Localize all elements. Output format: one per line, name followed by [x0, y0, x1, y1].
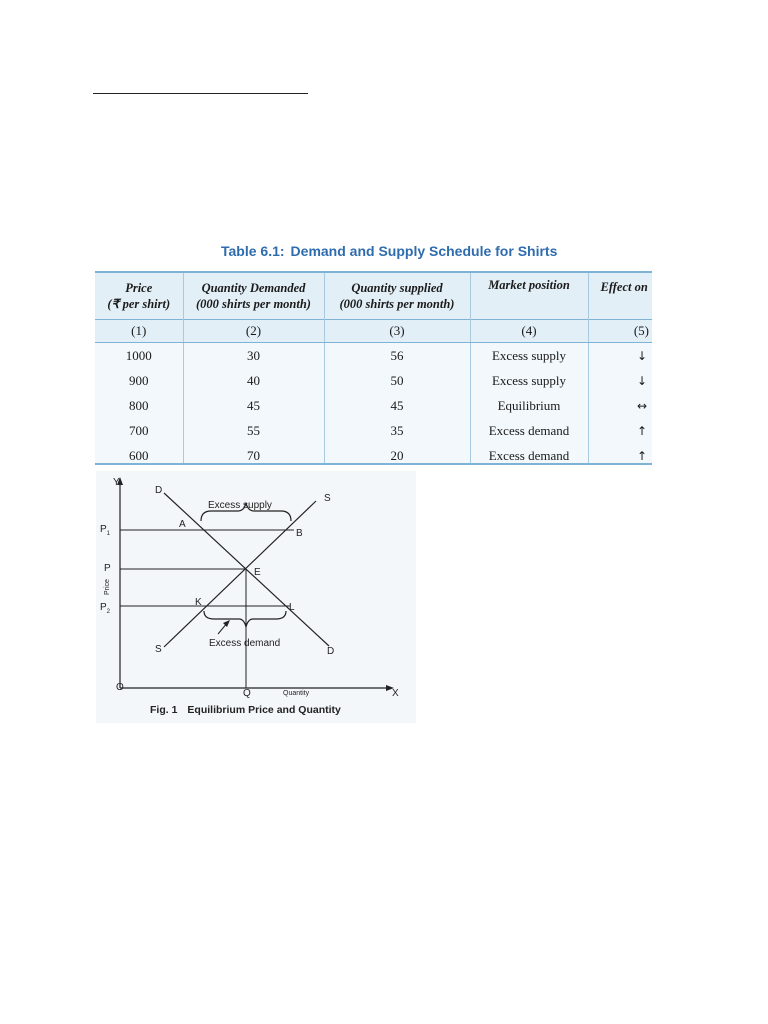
table-number: Table 6.1:: [221, 243, 285, 259]
table-row: [95, 343, 652, 369]
cell-position: Equilibrium: [470, 393, 588, 418]
equilibrium-diagram: [96, 471, 416, 723]
y-axis-label: Price: [104, 579, 111, 595]
cell-effect: ↑: [588, 418, 652, 443]
supply-curve: [164, 501, 316, 647]
point-k-label: K: [195, 597, 202, 608]
index-cell: (4): [470, 320, 588, 343]
index-cell: (2): [183, 320, 324, 343]
table-row: [95, 443, 652, 465]
figure-caption-number: Fig. 1: [150, 704, 178, 716]
price-label-p: P: [104, 563, 111, 574]
cell-supplied: 35: [324, 418, 470, 443]
cell-supplied: 20: [324, 443, 470, 465]
point-e-label: E: [254, 567, 261, 578]
excess-demand-pointer-head: [223, 620, 230, 627]
column-index-row: [95, 320, 652, 343]
cell-supplied: 56: [324, 343, 470, 369]
supply-label-bottom: S: [155, 644, 162, 655]
point-a-label: A: [179, 519, 186, 530]
header-supplied: Quantity supplied (000 shirts per month): [324, 273, 470, 320]
supply-label-top: S: [324, 493, 331, 504]
header-row: [95, 273, 652, 320]
index-cell: (5): [588, 320, 652, 343]
schedule-table: [95, 273, 652, 465]
excess-demand-brace: [204, 611, 286, 627]
table-row: [95, 418, 652, 443]
equilibrium-figure: [96, 471, 416, 723]
cell-price: 800: [95, 393, 183, 418]
price-label-p1: $P_1$: [100, 524, 111, 537]
top-rule: [93, 93, 308, 94]
cell-position: Excess demand: [470, 418, 588, 443]
table-row: [95, 393, 652, 418]
cell-price: 1000: [95, 343, 183, 369]
x-axis-letter: X: [392, 688, 399, 699]
header-effect: Effect on: [588, 273, 652, 320]
cell-price: 600: [95, 443, 183, 465]
point-b-label: B: [296, 528, 303, 539]
cell-effect: ↓: [588, 343, 652, 369]
cell-position: Excess demand: [470, 443, 588, 465]
header-market-position: Market position: [470, 273, 588, 320]
cell-demanded: 70: [183, 443, 324, 465]
table-title: [221, 243, 557, 259]
excess-supply-label: Excess supply: [208, 500, 272, 511]
header-demanded: Quantity Demanded (000 shirts per month): [183, 273, 324, 320]
cell-effect: ↑: [588, 443, 652, 465]
cell-demanded: 40: [183, 368, 324, 393]
y-axis-letter: Y: [113, 477, 120, 488]
cell-demanded: 30: [183, 343, 324, 369]
cell-supplied: 50: [324, 368, 470, 393]
table-title-text: Demand and Supply Schedule for Shirts: [290, 243, 558, 259]
figure-caption-text: Equilibrium Price and Quantity: [187, 704, 341, 716]
cell-position: Excess supply: [470, 343, 588, 369]
cell-effect: ↓: [588, 368, 652, 393]
cell-supplied: 45: [324, 393, 470, 418]
cell-price: 700: [95, 418, 183, 443]
quantity-label-q: Q: [243, 688, 251, 699]
cell-price: 900: [95, 368, 183, 393]
table-row: [95, 368, 652, 393]
schedule-table-container: [95, 271, 652, 465]
figure-caption: [150, 704, 341, 716]
header-price: Price (₹ per shirt): [95, 273, 183, 320]
price-label-p2: $P_2$: [100, 602, 111, 615]
cell-position: Excess supply: [470, 368, 588, 393]
x-axis-label: Quantity: [283, 690, 310, 697]
index-cell: (3): [324, 320, 470, 343]
origin-label: O: [116, 682, 124, 693]
demand-label-top: D: [155, 485, 163, 496]
demand-label-bottom: D: [327, 646, 335, 657]
index-cell: (1): [95, 320, 183, 343]
excess-demand-label: Excess demand: [209, 638, 281, 649]
cell-demanded: 45: [183, 393, 324, 418]
cell-demanded: 55: [183, 418, 324, 443]
point-l-label: L: [289, 602, 295, 613]
cell-effect: ↔: [588, 393, 652, 418]
